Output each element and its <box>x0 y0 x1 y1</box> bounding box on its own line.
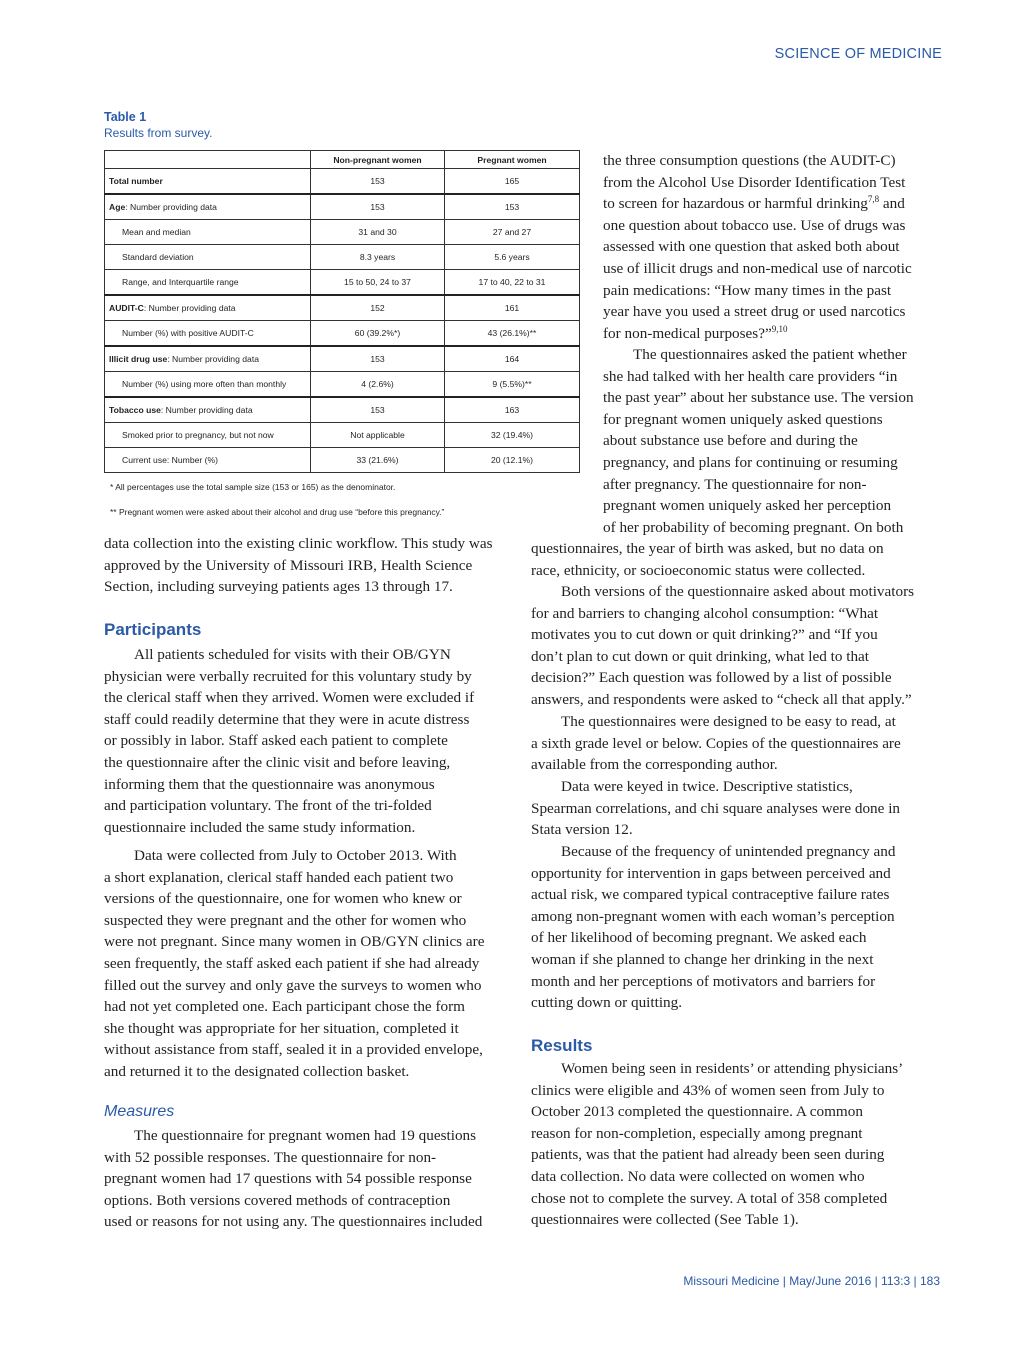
label-bold: Total number <box>109 176 163 186</box>
text-line: filled out the survey and only gave the surveys to women who <box>104 976 482 994</box>
text-fragment: to screen for hazardous or harmful drinking <box>603 195 868 213</box>
label-text: Number (%) with positive AUDIT-C <box>122 328 254 338</box>
text-line: seen frequently, the staff asked each patient if she had already <box>104 954 480 972</box>
cell-non-pregnant: 60 (39.2%*) <box>311 321 445 347</box>
text-line: and participation voluntary. The front of the tri-folded <box>104 797 432 815</box>
table-row-label <box>105 220 311 245</box>
text-line: questionnaires, the year of birth was asked, but no data on <box>531 540 884 557</box>
table-body <box>105 169 580 473</box>
table-header-cell <box>105 151 311 169</box>
text-line: versions of the questionnaire, one for women who knew or <box>104 890 462 908</box>
text-line: or possibly in labor. Staff asked each patient to complete <box>104 732 448 750</box>
cell-pregnant: 165 <box>445 169 580 195</box>
text-line: for pregnant women uniquely asked questions <box>603 410 883 428</box>
text-line: actual risk, we compared typical contraceptive failure rates <box>531 886 890 904</box>
text-line: a sixth grade level or below. Copies of the questionnaires are <box>531 734 901 752</box>
label-bold: Tobacco use <box>109 405 161 415</box>
table-row-label <box>105 169 311 195</box>
text-line: Because of the frequency of unintended pregnancy and <box>561 843 896 860</box>
table-row <box>105 245 580 270</box>
text-line: for and barriers to changing alcohol consumption: “What <box>531 604 879 622</box>
cell-non-pregnant: 153 <box>311 194 445 220</box>
cell-pregnant: 32 (19.4%) <box>445 423 580 448</box>
text-fragment: and <box>879 195 905 213</box>
text-line: pregnant women uniquely asked her perception <box>603 497 892 515</box>
questionnaire-paragraph <box>603 344 914 538</box>
text-line: used or reasons for not using any. The questionnaires included <box>104 1213 483 1231</box>
text-line: suspected they were pregnant and the other for women who <box>104 911 467 929</box>
label-bold: Illicit drug use <box>109 354 168 364</box>
table-row <box>105 194 580 220</box>
cell-non-pregnant: 33 (21.6%) <box>311 448 445 473</box>
section-header: SCIENCE OF MEDICINE <box>774 46 942 62</box>
table-header-cell: Non-pregnant women <box>311 151 445 169</box>
text-line: one question about tobacco use. Use of drugs was <box>603 216 906 234</box>
text-line: motivates you to cut down or quit drinking?” and “If you <box>531 626 878 644</box>
text-line: All patients scheduled for visits with their OB/GYN <box>134 646 451 663</box>
text-line: clinics were eligible and 43% of women seen from July to <box>531 1081 885 1099</box>
results-heading: Results <box>531 1036 593 1055</box>
text-line: month and her perceptions of motivators and barriers for <box>531 972 876 990</box>
text-line: among non-pregnant women with each woman’s perception <box>531 907 895 925</box>
text-line: after pregnancy. The questionnaire for non- <box>603 475 867 493</box>
table-row <box>105 372 580 398</box>
participants-paragraph <box>104 644 474 838</box>
text-line: answers, and respondents were asked to “check all that apply.” <box>531 690 912 708</box>
table-row <box>105 220 580 245</box>
label-text: Standard deviation <box>122 252 194 262</box>
table-row <box>105 321 580 347</box>
cell-non-pregnant: 4 (2.6%) <box>311 372 445 398</box>
text-line: questionnaires were collected (See Table 1). <box>531 1211 799 1229</box>
table-row <box>105 448 580 473</box>
text-line: use of illicit drugs and non-medical use of narcotic <box>603 259 912 277</box>
table-row <box>105 270 580 296</box>
results-table <box>104 150 580 473</box>
table-row-label <box>105 295 311 321</box>
text-line: the questionnaire after the clinic visit and before leaving, <box>104 753 451 771</box>
measures-heading: Measures <box>104 1103 175 1120</box>
table-footnote: * All percentages use the total sample size (153 or 165) as the denominator. <box>110 482 396 492</box>
cell-non-pregnant: 153 <box>311 397 445 423</box>
table-row-label <box>105 245 311 270</box>
label-text: : Number providing data <box>143 303 236 313</box>
text-line: data collection into the existing clinic workflow. This study was <box>104 535 493 552</box>
text-line: Data were collected from July to October 2013. With <box>134 847 457 864</box>
text-line: a short explanation, clerical staff handed each patient two <box>104 868 454 886</box>
text-line: Both versions of the questionnaire asked about motivators <box>561 583 915 600</box>
text-line: of her probability of becoming pregnant. On both <box>603 518 904 536</box>
text-line: had not yet completed one. Each participant chose the form <box>104 998 465 1016</box>
text-line: pain medications: “How many times in the past <box>603 281 892 299</box>
text-line: the three consumption questions (the AUDIT-C) <box>603 152 896 169</box>
cell-pregnant: 20 (12.1%) <box>445 448 580 473</box>
label-text: : Number providing data <box>160 405 253 415</box>
table-header-row <box>105 151 580 169</box>
table-row-label <box>105 448 311 473</box>
table-row-label <box>105 397 311 423</box>
text-line: Spearman correlations, and chi square analyses were done in <box>531 799 901 817</box>
text-line: decision?” Each question was followed by a list of possible <box>531 669 892 687</box>
text-line: about substance use before and during the <box>603 432 858 450</box>
text-line: approved by the University of Missouri IRB, Health Science <box>104 556 473 574</box>
cell-non-pregnant: 153 <box>311 169 445 195</box>
text-line: staff could readily determine that they were in acute distress <box>104 710 470 728</box>
citation-superscript: 7,8 <box>867 194 880 205</box>
text-line: woman if she planned to change her drinking in the next <box>531 950 874 968</box>
table-row <box>105 423 580 448</box>
text-line: The questionnaires were designed to be easy to read, at <box>561 713 896 730</box>
cell-pregnant: 164 <box>445 346 580 372</box>
citation-superscript: 9,10 <box>771 323 788 334</box>
text-line: patients, was that the patient had already been seen during <box>531 1146 885 1164</box>
text-line: Data were keyed in twice. Descriptive statistics, <box>561 778 853 795</box>
text-line: available from the corresponding author. <box>531 756 778 774</box>
text-line: were not pregnant. Since many women in OB/GYN clinics are <box>104 933 485 951</box>
table-row-label <box>105 270 311 296</box>
text-fragment: for non-medical purposes?” <box>603 324 772 342</box>
cell-non-pregnant: 15 to 50, 24 to 37 <box>311 270 445 296</box>
text-line: questionnaire included the same study information. <box>104 818 416 836</box>
page-footer: Missouri Medicine | May/June 2016 | 113:3 | 183 <box>683 1274 940 1288</box>
table-row <box>105 169 580 195</box>
questionnaire-paragraph-cont <box>531 538 884 581</box>
table-row <box>105 346 580 372</box>
cell-pregnant: 17 to 40, 22 to 31 <box>445 270 580 296</box>
label-text: Number (%) using more often than monthly <box>122 379 287 389</box>
participants-heading: Participants <box>104 620 202 639</box>
text-line: The questionnaires asked the patient whether <box>633 346 907 363</box>
text-line: the past year” about her substance use. The version <box>603 389 914 407</box>
intro-paragraph <box>104 533 492 598</box>
measures-paragraph <box>104 1125 482 1233</box>
text-line: and returned it to the designated collection basket. <box>104 1062 410 1080</box>
text-line: reason for non-completion, especially among pregnant <box>531 1124 863 1142</box>
text-line: Section, including surveying patients ages 13 through 17. <box>104 578 453 596</box>
text-line: October 2013 completed the questionnaire. A common <box>531 1103 863 1121</box>
text-line: chose not to complete the survey. A total of 358 completed <box>531 1189 888 1207</box>
cell-non-pregnant: 153 <box>311 346 445 372</box>
text-line: the clerical staff when they arrived. Women were excluded if <box>104 689 475 707</box>
text-line: physician were verbally recruited for this voluntary study by <box>104 667 472 685</box>
text-line: with 52 possible responses. The questionnaire for non- <box>104 1148 437 1166</box>
label-text: Range, and Interquartile range <box>122 277 239 287</box>
text-line: she thought was appropriate for her situation, completed it <box>104 1019 459 1037</box>
cell-non-pregnant: 152 <box>311 295 445 321</box>
text-line: pregnancy, and plans for continuing or resuming <box>603 453 898 471</box>
table-subtitle: Results from survey. <box>104 126 213 140</box>
cell-pregnant: 153 <box>445 194 580 220</box>
text-line: assessed with one question that asked both about <box>603 238 900 256</box>
text-line: pregnant women had 17 questions with 54 possible response <box>104 1170 472 1188</box>
label-bold: AUDIT-C <box>109 303 144 313</box>
cell-non-pregnant: Not applicable <box>311 423 445 448</box>
table-title: Table 1 <box>104 110 147 124</box>
table-row <box>105 397 580 423</box>
text-line: opportunity for intervention in gaps between perceived and <box>531 864 891 882</box>
table-header-cell: Pregnant women <box>445 151 580 169</box>
text-line: don’t plan to cut down or quit drinking, what led to that <box>531 647 870 665</box>
data-collection-paragraph <box>104 845 484 1083</box>
cell-non-pregnant: 31 and 30 <box>311 220 445 245</box>
table-row-label <box>105 423 311 448</box>
text-line: without assistance from staff, sealed it in a provided envelope, <box>104 1041 483 1059</box>
text-line <box>603 193 912 215</box>
text-line: of her likelihood of becoming pregnant. We asked each <box>531 929 867 947</box>
table-row <box>105 295 580 321</box>
cell-pregnant: 163 <box>445 397 580 423</box>
text-line: data collection. No data were collected on women who <box>531 1167 865 1185</box>
text-line: options. Both versions covered methods of contraception <box>104 1191 451 1209</box>
text-line: Women being seen in residents’ or attending physicians’ <box>561 1060 904 1077</box>
label-text: Smoked prior to pregnancy, but not now <box>122 430 274 440</box>
text-line <box>603 323 912 345</box>
cell-pregnant: 43 (26.1%)** <box>445 321 580 347</box>
table-row-label <box>105 194 311 220</box>
cell-non-pregnant: 8.3 years <box>311 245 445 270</box>
label-text: Mean and median <box>122 227 191 237</box>
design-paragraph <box>531 711 901 776</box>
results-paragraph <box>531 1058 903 1231</box>
text-line: year have you used a street drug or used narcotics <box>603 303 906 321</box>
risk-paragraph <box>531 841 895 1014</box>
text-line: she had talked with her health care providers “in <box>603 367 898 385</box>
cell-pregnant: 161 <box>445 295 580 321</box>
text-line: informing them that the questionnaire was anonymous <box>104 775 435 793</box>
cell-pregnant: 5.6 years <box>445 245 580 270</box>
label-bold: Age <box>109 202 126 212</box>
table-caption <box>104 109 404 141</box>
cell-pregnant: 9 (5.5%)** <box>445 372 580 398</box>
table-row-label <box>105 346 311 372</box>
text-line: from the Alcohol Use Disorder Identification Test <box>603 173 906 191</box>
table-row-label <box>105 321 311 347</box>
text-line: Stata version 12. <box>531 821 633 839</box>
text-line: cutting down or quitting. <box>531 994 683 1012</box>
cell-pregnant: 27 and 27 <box>445 220 580 245</box>
text-line: The questionnaire for pregnant women had 19 questions <box>134 1127 477 1144</box>
consumption-paragraph <box>603 150 912 344</box>
text-line: race, ethnicity, or socioeconomic status were collected. <box>531 561 866 579</box>
table-footnote: ** Pregnant women were asked about their alcohol and drug use “before this pregnancy.” <box>110 507 445 517</box>
label-text: : Number providing data <box>167 354 259 364</box>
table-row-label <box>105 372 311 398</box>
analysis-paragraph <box>531 776 900 841</box>
motivators-paragraph <box>531 581 914 711</box>
label-text: : Number providing data <box>125 202 217 212</box>
label-text: Current use: Number (%) <box>122 455 218 465</box>
